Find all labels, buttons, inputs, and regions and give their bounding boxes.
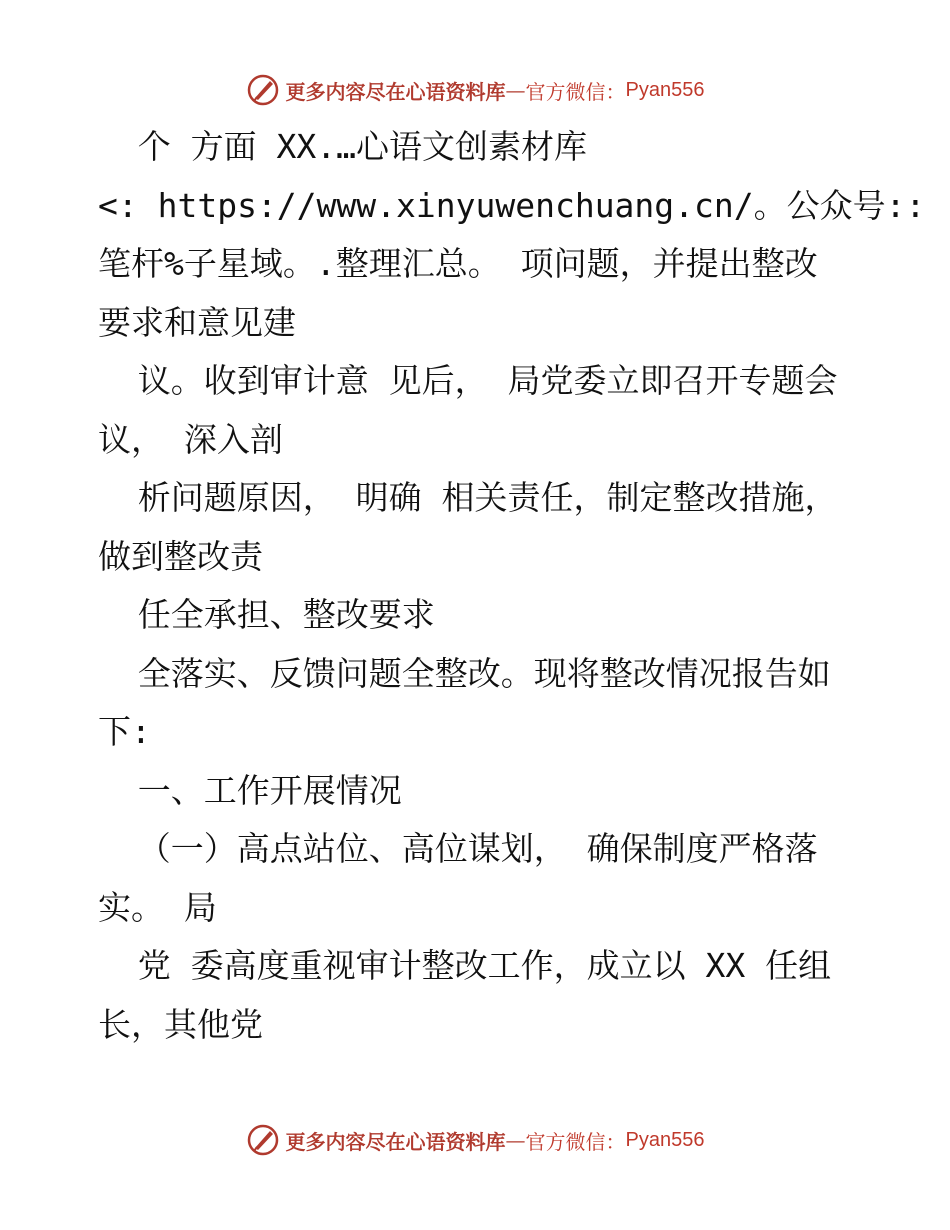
banner-wechat-id: Pyan556 [625, 78, 705, 101]
quill-logo-icon [246, 1123, 280, 1157]
text-line: 实。 局 [98, 887, 217, 927]
banner-dash: — [505, 1128, 526, 1152]
banner-dash: — [505, 78, 526, 102]
banner-wechat-label: 官方微信： [525, 1129, 626, 1154]
text-line: 笔杆%子星域。.整理汇总。 项问题，并提出整改 [98, 244, 818, 283]
banner-wechat-label: 官方微信： [525, 79, 626, 104]
text-line: （一）高点站位、高位谋划， 确保制度严格落 [98, 829, 818, 868]
text-line: 个 方面 XX.…心语文创素材库 [98, 127, 587, 166]
text-line: 任全承担、整改要求 [98, 595, 435, 634]
text-line: 析问题原因， 明确 相关责任，制定整改措施， [98, 478, 838, 517]
text-line: 要求和意见建 [98, 302, 296, 342]
quill-logo-icon [246, 73, 280, 107]
footer-banner [0, 1120, 950, 1160]
header-banner [0, 70, 950, 110]
section-heading: 一、工作开展情况 [98, 770, 402, 810]
text-line: 议。收到审计意 见后， 局党委立即召开专题会 [98, 361, 838, 400]
text-line: 全落实、反馈问题全整改。现将整改情况报告如 [98, 653, 831, 693]
text-line: 议， 深入剖 [98, 419, 283, 459]
banner-main-text: 更多内容尽在心语资料库 [285, 79, 506, 104]
banner-wechat-id: Pyan556 [625, 1128, 705, 1151]
text-line: <: https://www.xinyuwenchuang.cn/。公众号:: [98, 185, 926, 225]
banner-main-text: 更多内容尽在心语资料库 [285, 1129, 506, 1154]
text-line: 党 委高度重视审计整改工作，成立以 XX 任组 [98, 946, 832, 985]
document-body [98, 118, 926, 1054]
text-line: 长，其他党 [98, 1004, 263, 1044]
text-line: 下: [98, 712, 151, 751]
text-line: 做到整改责 [98, 536, 263, 576]
